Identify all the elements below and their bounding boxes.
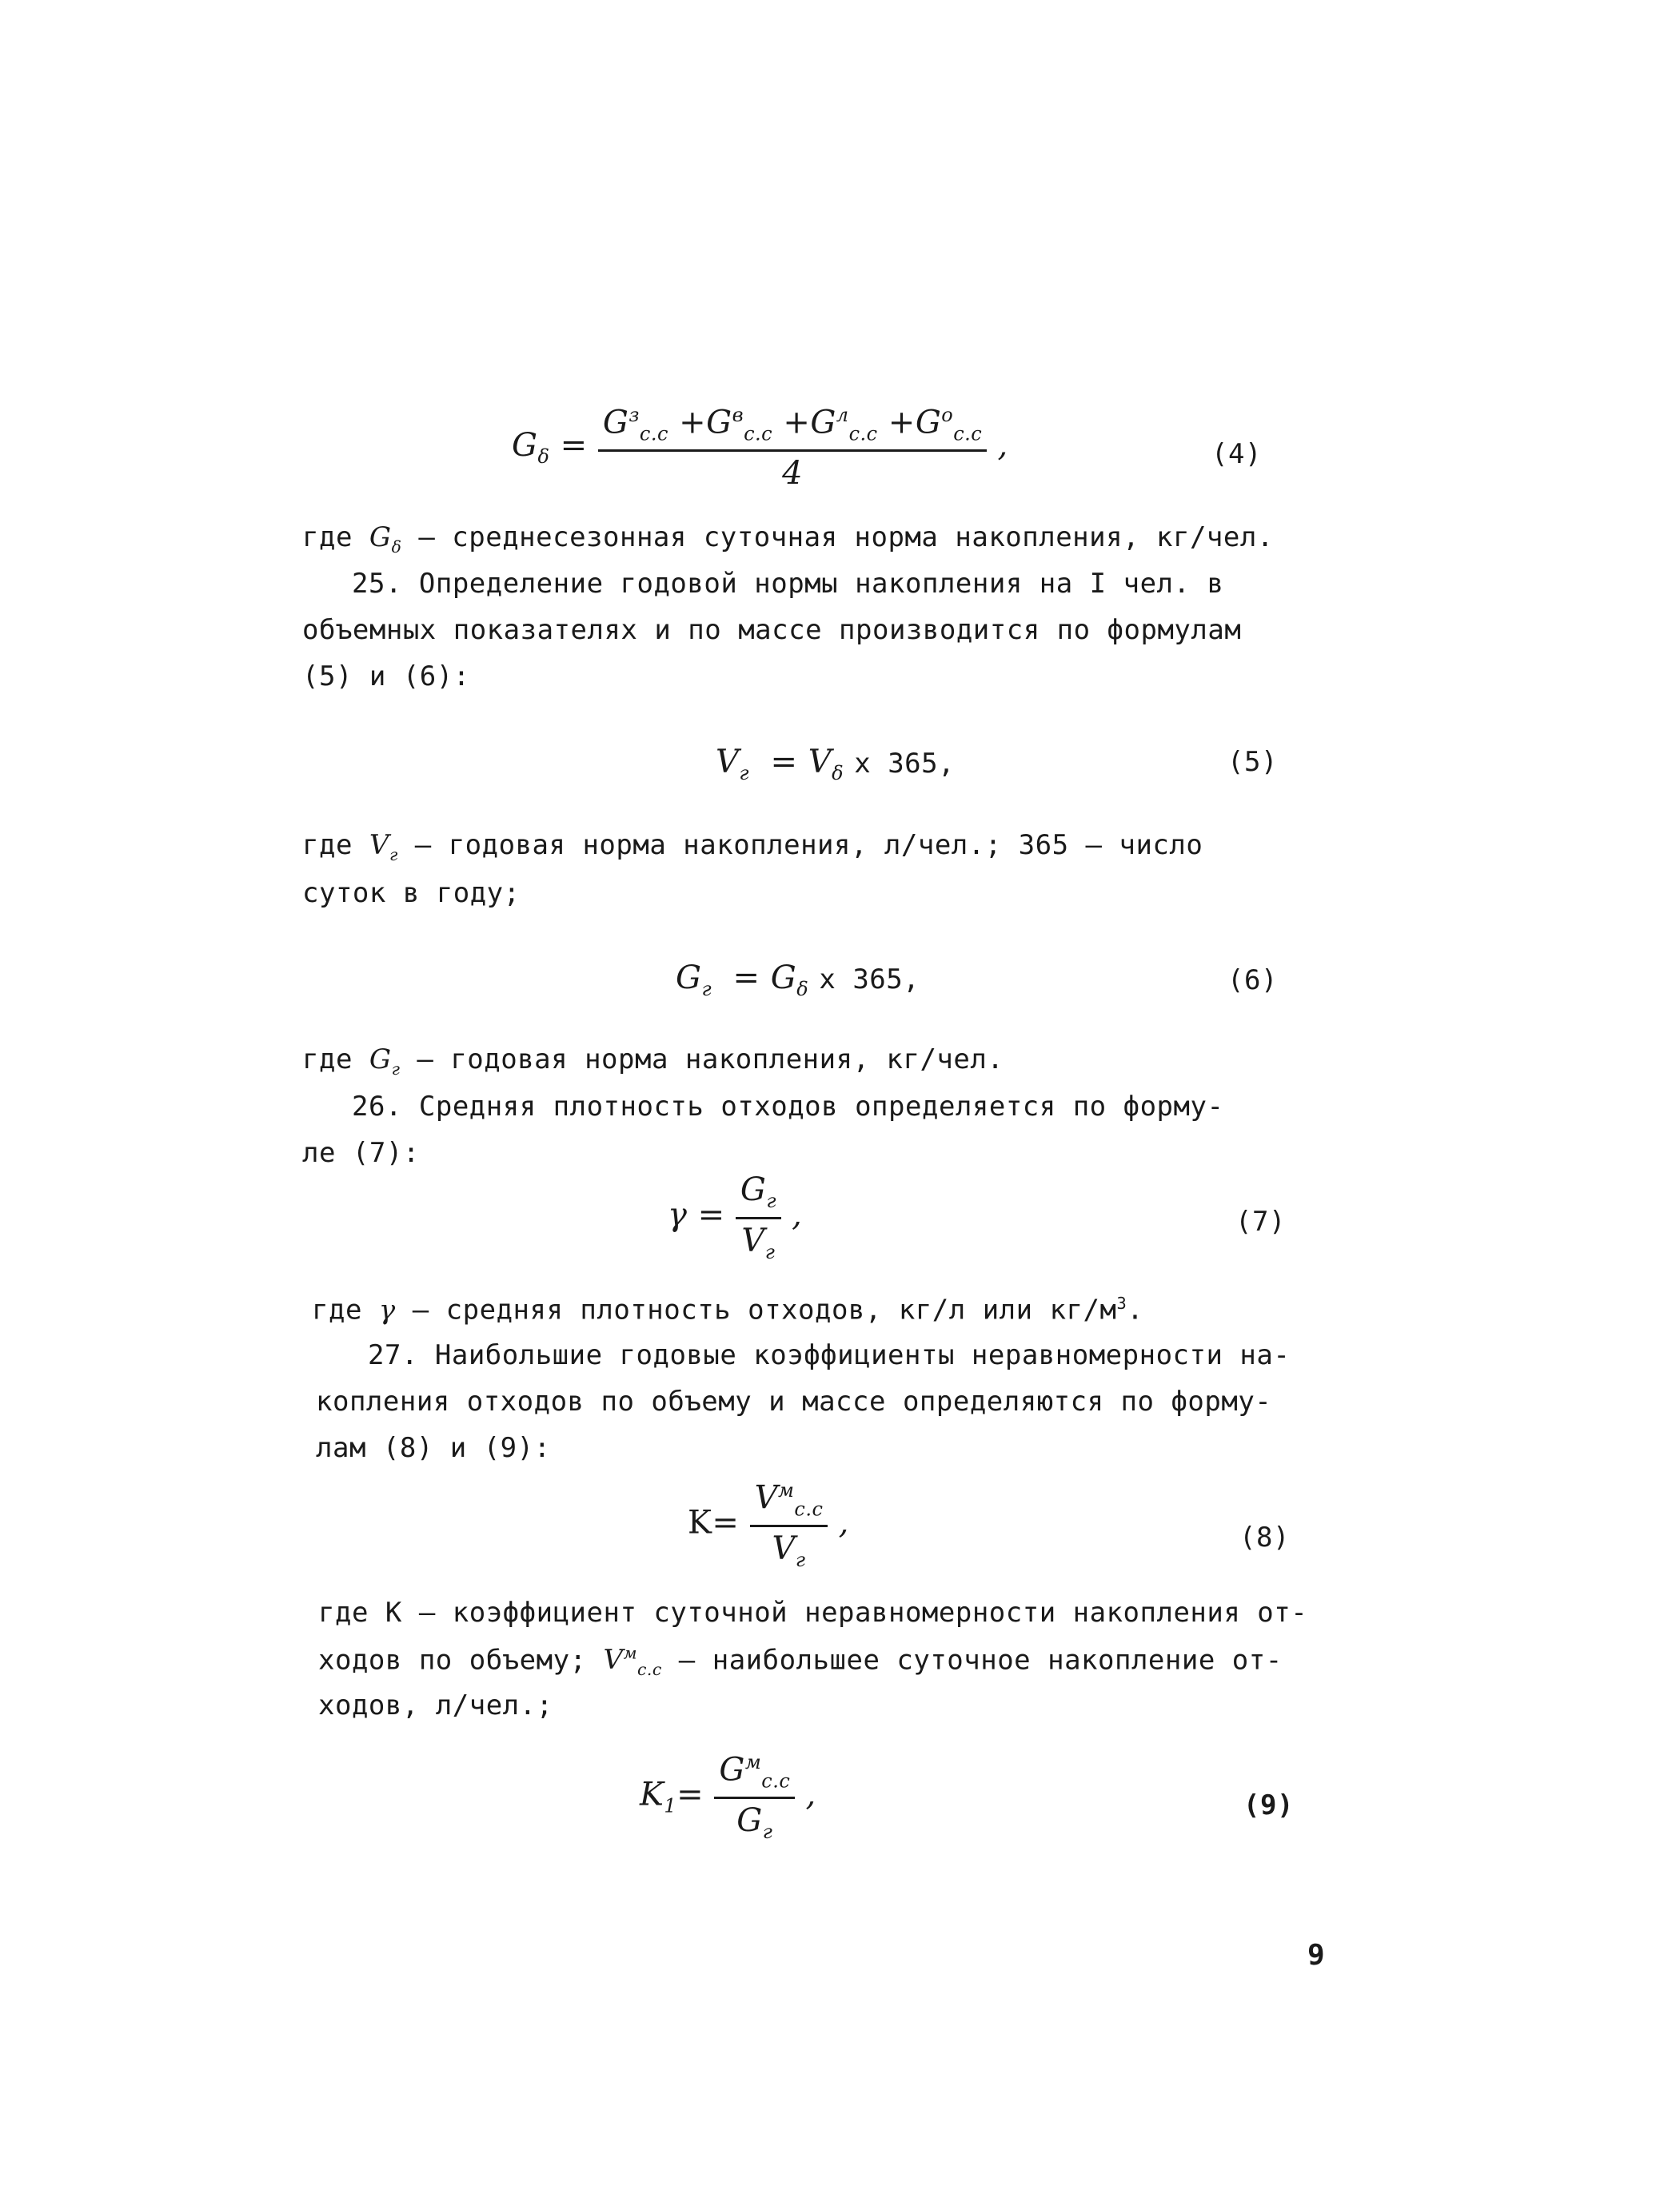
formula-4-number: (4)	[1211, 438, 1262, 470]
formula-7-number: (7)	[1235, 1206, 1286, 1238]
formula-9: $K_1=$ $\frac{G^м_{c.c}}{G_г}$ ,	[640, 1751, 816, 1844]
formula-8-fraction: $\frac{V^м_{c.c}}{V_г}$	[750, 1479, 828, 1571]
where-8-line-2: ходов по объему; $V^м_{c.c}$ – наибольшее суточное накопление от-	[318, 1644, 1283, 1680]
formula-4-lhs: $G_\delta$	[512, 427, 550, 469]
formula-4-denominator: 4	[782, 455, 804, 493]
where-8-line-1: где К – коэффициент суточной неравномерности накопления от-	[318, 1597, 1308, 1629]
where-8-symbol: $V^м_{c.c}$	[603, 1644, 662, 1680]
para-25-line-2: объемных показателях и по массе производится по формулам	[302, 614, 1242, 646]
para-25-line-1: 25. Определение годовой нормы накопления на I чел. в	[352, 568, 1224, 600]
where-7-line: где γ – средняя плотность отходов, кг/л или $кг/м^3$.	[312, 1294, 1144, 1326]
where-6-symbol: $G_г$	[369, 1043, 401, 1079]
where-5-line-2: суток в году;	[302, 877, 521, 909]
where-5-line-1: где $V_г$ – годовая норма накопления, л/чел.; 365 – число	[302, 829, 1203, 864]
formula-4: $G_\delta$ = $\frac{G^з_{c.c} +G^в_{c.c} +G^л_{c.c} +G^о_{c.c}}{4}$ ,	[512, 404, 1008, 493]
formula-6: $G_г = G_\delta$ x 365,	[676, 959, 920, 1000]
where-6-line: где $G_г$ – годовая норма накопления, кг/чел.	[302, 1043, 1004, 1079]
where-8-line-3: ходов, л/чел.;	[318, 1689, 553, 1721]
page-number: 9	[1307, 1939, 1326, 1972]
where-4-line: где $G_\delta$ – среднесезонная суточная норма накопления, кг/чел.	[302, 521, 1274, 556]
formula-5-number: (5)	[1227, 746, 1278, 778]
formula-7: γ = $\frac{G_г}{V_г}$ ,	[668, 1171, 803, 1263]
para-26-line-2: ле (7):	[302, 1137, 420, 1169]
where-5-symbol: $V_г$	[369, 829, 398, 864]
formula-8-number: (8)	[1239, 1522, 1290, 1554]
para-27-line-3: лам (8) и (9):	[316, 1432, 551, 1464]
formula-9-number: (9)	[1243, 1789, 1294, 1821]
formula-5: $V_г = V_\delta$ x 365,	[716, 744, 956, 784]
formula-4-fraction	[598, 404, 987, 492]
formula-6-number: (6)	[1227, 964, 1278, 996]
where-7-symbol: γ	[378, 1294, 396, 1326]
formula-8: K= $\frac{V^м_{c.c}}{V_г}$ ,	[688, 1479, 849, 1572]
formula-9-fraction: $\frac{G^м_{c.c}}{G_г}$	[714, 1751, 795, 1843]
para-27-line-2: копления отходов по объему и массе определяются по форму-	[316, 1386, 1272, 1418]
para-26-line-1: 26. Средняя плотность отходов определяется по форму-	[352, 1091, 1224, 1123]
where-4-symbol: $G_\delta$	[369, 521, 402, 556]
para-27-line-1: 27. Наибольшие годовые коэффициенты неравномерности на-	[368, 1339, 1291, 1371]
formula-7-fraction: $\frac{G_г}{V_г}$	[736, 1171, 781, 1263]
formula-4-numerator: $G^з_{c.c} +G^в_{c.c} +G^л_{c.c} +G^о_{c.c}$	[598, 404, 987, 452]
para-25-line-3: (5) и (6):	[302, 660, 470, 692]
